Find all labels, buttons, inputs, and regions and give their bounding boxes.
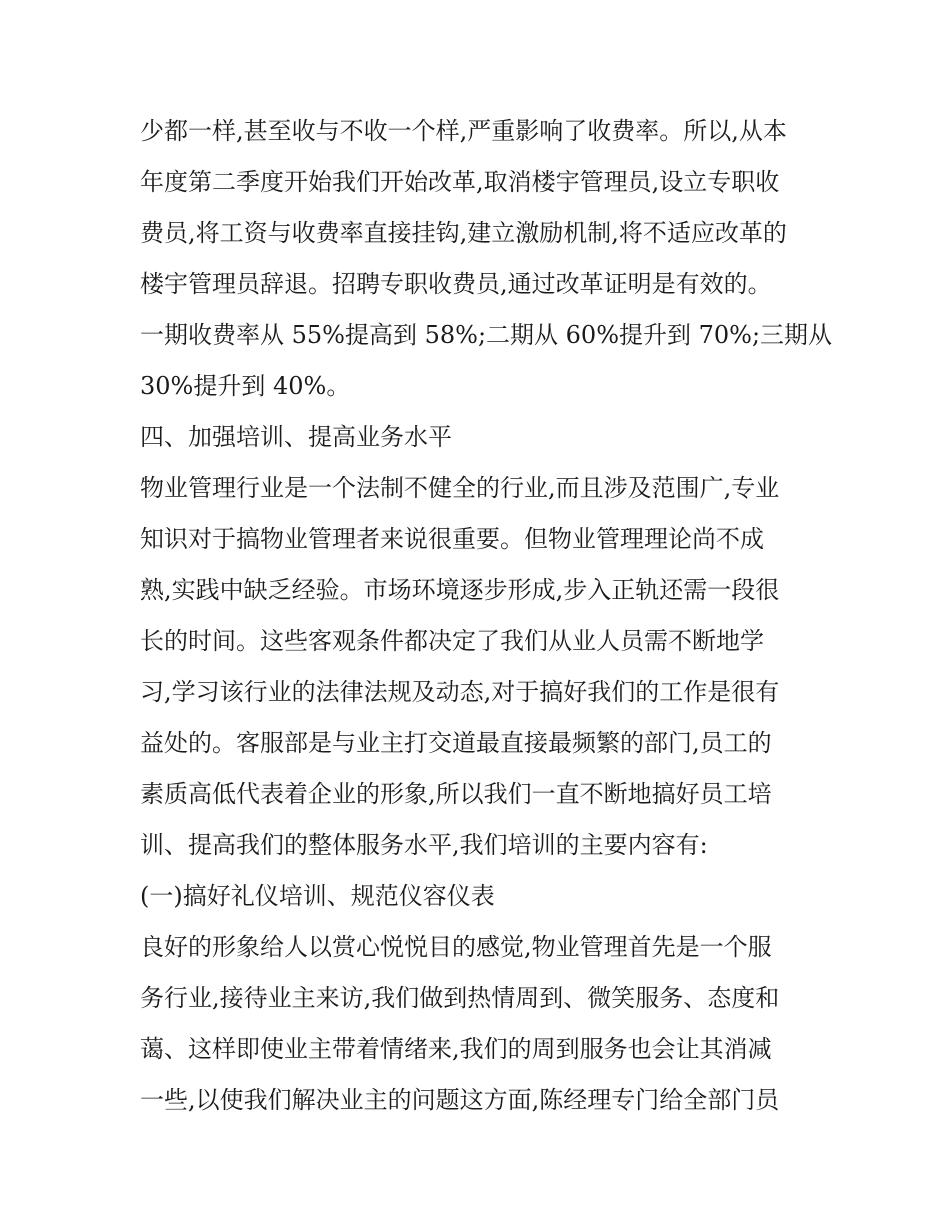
body-line: 务行业,接待业主来访,我们做到热情周到、微笑服务、态度和: [140, 984, 780, 1012]
body-line: 楼宇管理员辞退。招聘专职收费员,通过改革证明是有效的。: [140, 270, 772, 298]
body-line: 一些,以使我们解决业主的问题这方面,陈经理专门给全部门员: [140, 1086, 780, 1114]
body-line: 年度第二季度开始我们开始改革,取消楼宇管理员,设立专职收: [140, 168, 780, 196]
document-body: [140, 106, 833, 1126]
section-heading: 四、加强培训、提高业务水平: [140, 423, 452, 451]
body-line: 长的时间。这些客观条件都决定了我们从业人员需不断地学: [140, 627, 764, 655]
body-line: 蔼、这样即使业主带着情绪来,我们的周到服务也会让其消减: [140, 1035, 772, 1063]
body-line: 少都一样,甚至收与不收一个样,严重影响了收费率。所以,从本: [140, 117, 787, 145]
body-line: 熟,实践中缺乏经验。市场环境逐步形成,步入正轨还需一段很: [140, 576, 780, 604]
body-line: 习,学习该行业的法律法规及动态,对于搞好我们的工作是很有: [140, 678, 780, 706]
body-line: 训、提高我们的整体服务水平,我们培训的主要内容有:: [140, 831, 708, 859]
body-line: 30%提升到 40%。: [140, 372, 351, 400]
body-line: 益处的。客服部是与业主打交道最直接最频繁的部门,员工的: [140, 729, 772, 757]
body-line: 一期收费率从 55%提高到 58%;二期从 60%提升到 70%;三期从: [140, 321, 833, 349]
body-line: 费员,将工资与收费率直接挂钩,建立激励机制,将不适应改革的: [140, 219, 787, 247]
body-line: 良好的形象给人以赏心悦悦目的感觉,物业管理首先是一个服: [140, 933, 772, 961]
body-line: 物业管理行业是一个法制不健全的行业,而且涉及范围广,专业: [140, 474, 780, 502]
body-line: 知识对于搞物业管理者来说很重要。但物业管理理论尚不成: [140, 525, 764, 553]
body-line: 素质高低代表着企业的形象,所以我们一直不断地搞好员工培: [140, 780, 772, 808]
subsection-heading: (一)搞好礼仪培训、规范仪容仪表: [140, 882, 495, 910]
